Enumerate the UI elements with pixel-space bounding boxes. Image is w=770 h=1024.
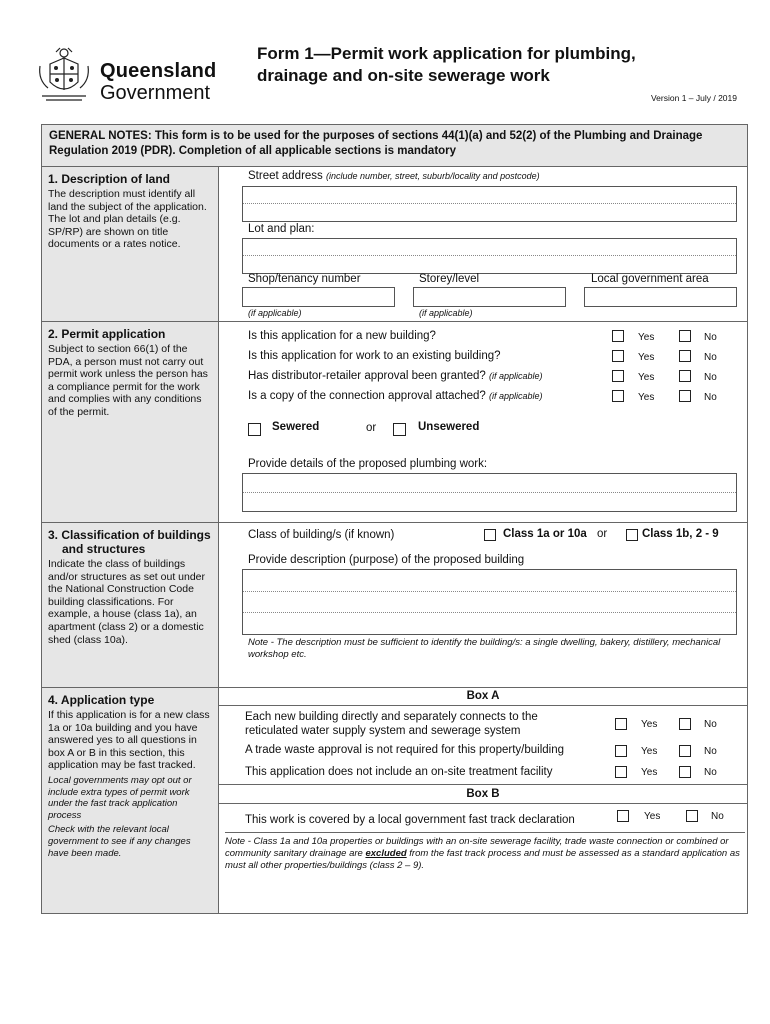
- building-purpose-label: Provide description (purpose) of the proposed building: [248, 554, 525, 566]
- connection-approval-no-checkbox[interactable]: [679, 390, 691, 402]
- box-a-q3-yes-checkbox[interactable]: [615, 766, 627, 778]
- box-a-question-1-line-2: reticulated water supply system and sewerage system: [245, 725, 521, 737]
- box-a-question-1: [245, 710, 538, 738]
- distributor-approval-question: [248, 370, 543, 382]
- lot-plan-input[interactable]: [242, 238, 737, 274]
- class-1b-2-9-checkbox[interactable]: [626, 529, 638, 541]
- section-2-fields: [219, 322, 748, 523]
- plumbing-details-input[interactable]: [242, 473, 737, 512]
- class-1b-2-9-label: Class 1b, 2 - 9: [642, 528, 719, 540]
- section-4-optout-note: Local governments may opt out or include extra types of permit work under the fast track application process: [48, 774, 192, 821]
- connection-approval-question-text: Is a copy of the connection approval attached?: [248, 390, 486, 402]
- section-3-desc: Indicate the class of buildings and/or structures as set out under the National Construction Code building classifications. For example, a house (class 1a), an apartment (class 2) or a domestic shed (class 10a).: [48, 558, 206, 646]
- box-a-q2-yes-label: Yes: [641, 746, 658, 757]
- box-a-q2-yes-checkbox[interactable]: [615, 745, 627, 757]
- section-4-info: [42, 688, 219, 914]
- existing-building-yes-label: Yes: [638, 352, 655, 363]
- form-title: [257, 43, 636, 87]
- new-building-yes-label: Yes: [638, 332, 655, 343]
- unsewered-checkbox[interactable]: [393, 423, 406, 436]
- fast-track-note: [225, 832, 745, 872]
- section-1-info: [42, 167, 219, 322]
- shop-tenancy-input[interactable]: [242, 287, 395, 307]
- new-building-yes-checkbox[interactable]: [612, 330, 624, 342]
- connection-approval-yes-checkbox[interactable]: [612, 390, 624, 402]
- building-purpose-input[interactable]: [242, 569, 737, 635]
- class-1a-10a-checkbox[interactable]: [484, 529, 496, 541]
- box-a-q1-yes-label: Yes: [641, 719, 658, 730]
- class-or-label: or: [597, 528, 608, 540]
- building-description-note: Note - The description must be sufficient to identify the building/s: a single dwelling, bakery, distillery, mechanical workshop etc.: [248, 637, 721, 660]
- storey-level-input[interactable]: [413, 287, 566, 307]
- box-a-q1-no-checkbox[interactable]: [679, 718, 691, 730]
- connection-approval-no-label: No: [704, 392, 717, 403]
- connection-approval-question: [248, 390, 543, 402]
- box-a-header: Box A: [219, 688, 747, 706]
- distributor-approval-yes-checkbox[interactable]: [612, 370, 624, 382]
- street-address-label-text: Street address: [248, 170, 323, 182]
- building-class-label: Class of building/s (if known): [248, 529, 395, 541]
- unsewered-label: Unsewered: [418, 421, 480, 433]
- section-4-check-note: Check with the relevant local government to see if any changes have been made.: [48, 824, 191, 859]
- new-building-question: Is this application for a new building?: [248, 330, 436, 342]
- box-a-q3-yes-label: Yes: [641, 767, 658, 778]
- fast-track-note-emphasis: excluded: [365, 848, 407, 859]
- local-government-area-label: Local government area: [591, 273, 709, 285]
- section-1-fields: [219, 167, 748, 322]
- box-b-question-1: This work is covered by a local government fast track declaration: [245, 814, 575, 826]
- distributor-approval-no-label: No: [704, 372, 717, 383]
- section-2-title: 2. Permit application: [48, 327, 166, 341]
- box-a-q3-no-label: No: [704, 767, 717, 778]
- form-title-line-1: Form 1—Permit work application for plumbing,: [257, 44, 636, 63]
- section-1-title: 1. Description of land: [48, 172, 171, 186]
- local-government-area-input[interactable]: [584, 287, 737, 307]
- box-a-q1-no-label: No: [704, 719, 717, 730]
- box-b-header: Box B: [219, 784, 747, 804]
- form-title-line-2: drainage and on-site sewerage work: [257, 66, 550, 85]
- box-a-question-2: A trade waste approval is not required for this property/building: [245, 744, 564, 756]
- section-3-info: [42, 523, 219, 688]
- sewered-label: Sewered: [272, 421, 320, 433]
- coat-of-arms-logo: [36, 46, 92, 104]
- connection-approval-if-applicable: (if applicable): [489, 391, 543, 401]
- section-4-fields: [219, 688, 748, 914]
- box-a-q2-no-label: No: [704, 746, 717, 757]
- distributor-approval-question-text: Has distributor-retailer approval been granted?: [248, 370, 486, 382]
- distributor-approval-yes-label: Yes: [638, 372, 655, 383]
- box-a-q3-no-checkbox[interactable]: [679, 766, 691, 778]
- org-name: Queensland: [100, 60, 217, 82]
- application-form: [41, 124, 748, 914]
- general-notes: GENERAL NOTES: This form is to be used for the purposes of sections 44(1)(a) and 52(2) of the Plumbing and Drainage Regulation 2019 (PDR). Completion of all applicable sections is mandatory: [42, 125, 748, 167]
- box-b-q1-no-label: No: [711, 811, 724, 822]
- section-2-desc: Subject to section 66(1) of the PDA, a person must not carry out permit work unless the person has a compliance permit for the work and complies with any conditions of the permit.: [48, 343, 208, 418]
- section-4-title: 4. Application type: [48, 693, 155, 707]
- version-label: Version 1 – July / 2019: [650, 93, 737, 103]
- section-1-desc: The description must identify all land the subject of the application. The lot and plan details (e.g. SP/RP) are shown on title documents or a rates notice.: [48, 188, 207, 251]
- sewered-checkbox[interactable]: [248, 423, 261, 436]
- storey-if-applicable: (if applicable): [419, 308, 473, 318]
- sewered-or-label: or: [366, 422, 377, 434]
- existing-building-question: Is this application for work to an existing building?: [248, 350, 501, 362]
- lot-plan-label: Lot and plan:: [248, 223, 315, 235]
- box-a-q2-no-checkbox[interactable]: [679, 745, 691, 757]
- existing-building-no-checkbox[interactable]: [679, 350, 691, 362]
- street-address-hint: (include number, street, suburb/locality and postcode): [326, 171, 540, 181]
- box-a-q1-yes-checkbox[interactable]: [615, 718, 627, 730]
- box-b-q1-yes-label: Yes: [644, 811, 661, 822]
- org-sub: Government: [100, 82, 211, 104]
- section-3-fields: [219, 523, 748, 688]
- street-address-input[interactable]: [242, 186, 737, 222]
- new-building-no-checkbox[interactable]: [679, 330, 691, 342]
- street-address-label: [248, 170, 540, 182]
- existing-building-no-label: No: [704, 352, 717, 363]
- section-4-desc: If this application is for a new class 1a or 10a building and you have answered yes to all questions in box A or B in this section, this application may be fast tracked.: [48, 709, 210, 772]
- class-1a-10a-label: Class 1a or 10a: [503, 528, 587, 540]
- section-2-info: [42, 322, 219, 523]
- plumbing-details-label: Provide details of the proposed plumbing work:: [248, 458, 488, 470]
- storey-level-label: Storey/level: [419, 273, 480, 285]
- box-b-q1-yes-checkbox[interactable]: [617, 810, 629, 822]
- shop-if-applicable: (if applicable): [248, 308, 302, 318]
- fast-track-note-post: from the fast track process and must be assessed as a standard application as must all other properties/buildings (class 2 – 9).: [225, 848, 740, 871]
- fast-track-note-pre: Note - Class 1a and 10a properties or buildings with an on-site sewerage facility, trade waste connection or combined or community sanitary drainage are: [225, 836, 729, 859]
- new-building-no-label: No: [704, 332, 717, 343]
- box-b-q1-no-checkbox[interactable]: [686, 810, 698, 822]
- box-a-question-3: This application does not include an on-site treatment facility: [245, 766, 553, 778]
- existing-building-yes-checkbox[interactable]: [612, 350, 624, 362]
- distributor-approval-no-checkbox[interactable]: [679, 370, 691, 382]
- connection-approval-yes-label: Yes: [638, 392, 655, 403]
- box-a-question-1-line-1: Each new building directly and separately connects to the: [245, 711, 538, 723]
- shop-tenancy-label: Shop/tenancy number: [248, 273, 361, 285]
- section-3-title: 3. Classification of buildings and structures: [48, 528, 211, 556]
- distributor-approval-if-applicable: (if applicable): [489, 371, 543, 381]
